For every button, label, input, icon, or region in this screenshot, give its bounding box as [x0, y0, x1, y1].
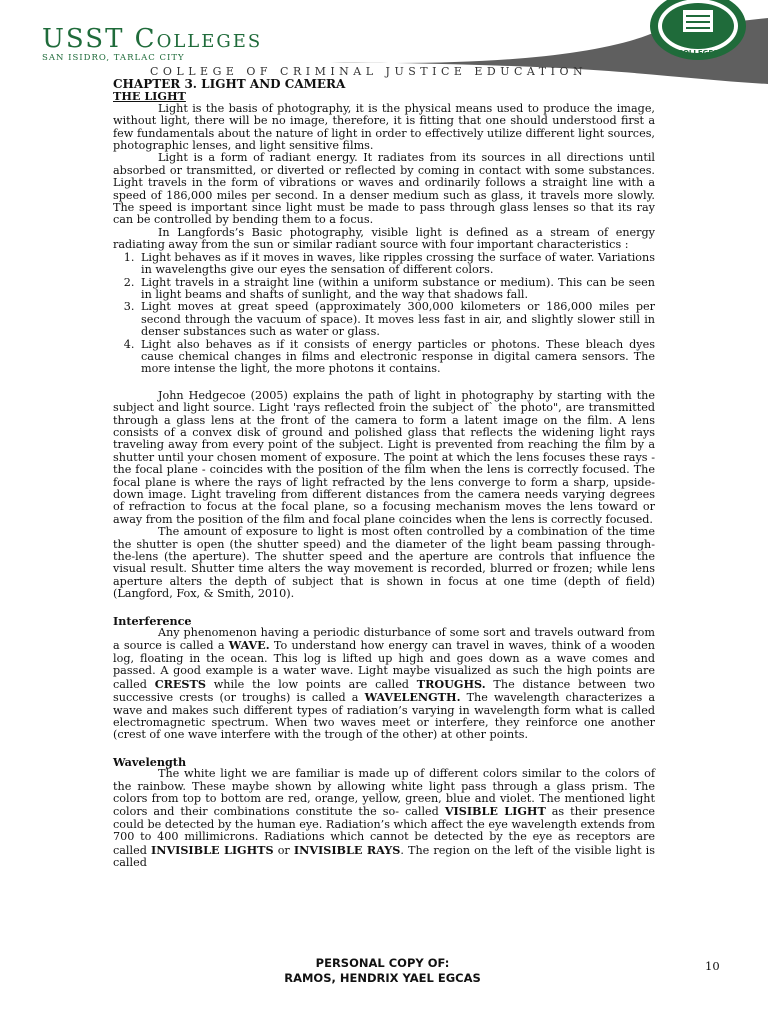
- paragraph-wavelength: The white light we are familiar is made up of different colors similar to the colors of the rainbow. These maybe shown by allowing white light pass through a glass prism. The colors from top to bottom are red, orange, yellow, green, blue and violet. The mentioned light colors and their combinations constitute the so- called VISIBLE LIGHT as their presence could be detected by the human eye. Radiation’s which affect the eye wavelength extends from 700 to 400 millimicrons. Radiations which cannot be detected by the eye as receptors are called INVISIBLE LIGHTS or INVISIBLE RAYS. The region on the left of the visible light is called: [113, 767, 656, 869]
- chapter-title: CHAPTER 3. LIGHT AND CAMERA: [113, 77, 346, 91]
- svg-text:COLLEGES: COLLEGES: [677, 49, 719, 57]
- paragraph: The amount of exposure to light is most often controlled by a combination of the time the shutter is open (the shutter speed) and the diameter of the light beam passing through-the-lens (the aperture). The shutter speed and the aperture are controls that influence the visual result. Shutter time alters the way movement is recorded, blurred or frozen; while lens aperture alters the depth of subject that is shown in focus at one time (depth of field) (Langford, Fox, & Smith, 2010).: [113, 525, 655, 601]
- school-name: USST Colleges: [42, 24, 263, 54]
- school-location: SAN ISIDRO, TARLAC CITY: [42, 53, 185, 63]
- paragraph: John Hedgecoe (2005) explains the path of light in photography by starting with the subject and light source. Light 'rays reflected froin the subject of` the photo", are transmitted through a glass lens at the front of the camera to form a latent image on the film. A lens consists of a convex disk of ground and polished glass that reflects the widening light rays traveling away from every point of the subject. Light is prevented from reaching the film by a shutter until your chosen moment of exposure. The point at which the lens focuses these rays -the focal plane - coincides with the position of the film when the lens is correctly focused. The focal plane is where the rays of light refracted by the lens converge to form a sharp, upside-down image. Light traveling from different distances from the camera needs varying degrees of refraction to focus at the focal plane, so a focusing mechanism moves the lens toward or away from the position of the film and focal plane coincides when the lens is correctly focused.: [113, 388, 655, 526]
- characteristics-list: [113, 252, 655, 376]
- paragraph: Light is the basis of photography, it is the physical means used to produce the image, without light, there will be no image, therefore, it is fitting that one should understood first a few fundamentals about the nature of light in order to effectively utilize different light sources, photographic lenses, and light sensitive films.: [113, 101, 655, 153]
- page-number: 10: [705, 959, 720, 973]
- paragraph: In Langfords’s Basic photography, visible light is defined as a stream of energy radiating away from the sun or similar radiant source with four important characteristics :: [113, 225, 655, 252]
- college-seal-icon: [648, 0, 748, 62]
- list-item: 3. Light moves at great speed (approximately 300,000 kilometers or 186,000 miles per second through the vacuum of space). It moves less fast in air, and slightly slower still in denser substances such as water or glass.: [138, 301, 655, 338]
- section-heading-interference: Interference: [113, 613, 192, 628]
- college-name: COLLEGE OF CRIMINAL JUSTICE EDUCATION: [150, 65, 588, 78]
- footer-owner: [210, 956, 555, 986]
- list-item: 1. Light behaves as if it moves in waves, like ripples crossing the surface of water. Variations in wavelengths give our eyes the sensation of different colors.: [138, 252, 655, 277]
- list-item: 2. Light travels in a straight line (within a uniform substance or medium). This can be seen in light beams and shafts of sunlight, and the way that shadows fall.: [138, 277, 655, 302]
- paragraph: Light is a form of radiant energy. It radiates from its sources in all directions until absorbed or transmitted, or diverted or reflected by coming in contact with some substances. Light travels in the form of vibrations or waves and ordinarily follows a straight line with a speed of 186,000 miles per second. In a denser medium such as glass, it travels more slowly. The speed is important since light must be made to pass through glass lenses so that its ray can be controlled by bending them to a focus.: [113, 151, 655, 227]
- section-heading-wavelength: Wavelength: [113, 754, 187, 769]
- paragraph-interference: Any phenomenon having a periodic disturbance of some sort and travels outward from a source is called a WAVE. To understand how energy can travel in waves, think of a wooden log, floating in the ocean. This log is lifted up high and goes down as a wave comes and passed. A good example is a water wave. Light maybe visualized as such the high points are called CRESTS while the low points are called TROUGHS. The distance between two successive crests (or troughs) is called a WAVELENGTH. The wavelength characterizes a wave and makes such different types of radiation’s varying in wavelength form what is called electromagnetic spectrum. When two waves meet or interfere, they reinforce one another (crest of one wave interfere with the trough of the other) at other points.: [113, 626, 656, 742]
- footer-line-2: RAMOS, HENDRIX YAEL EGCAS: [284, 971, 481, 985]
- section-heading-light: THE LIGHT: [113, 89, 186, 104]
- document-body: [113, 78, 655, 869]
- list-item: 4. Light also behaves as if it consists of energy particles or photons. These bleach dyes cause chemical changes in films and electronic response in digital camera sensors. The more intense the light, the more photons it contains.: [138, 339, 655, 376]
- footer-line-1: PERSONAL COPY OF:: [315, 956, 450, 970]
